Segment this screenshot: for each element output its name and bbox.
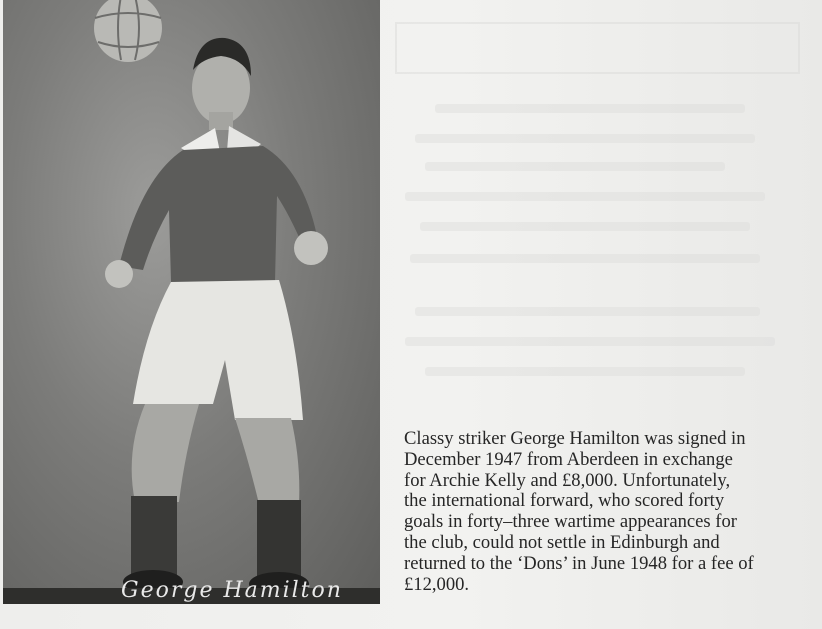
caption-line: December 1947 from Aberdeen in exchange [404, 448, 733, 470]
caption-line: the club, could not settle in Edinburgh and [404, 531, 720, 553]
football-icon [94, 0, 162, 62]
footballer-photograph [3, 0, 380, 604]
autograph-signature: George Hamilton [121, 578, 343, 603]
caption-line: for Archie Kelly and £8,000. Unfortunately, [404, 469, 731, 491]
caption-line: the international forward, who scored forty [404, 490, 725, 512]
reverse-side-show-through [395, 22, 805, 402]
caption-line: goals in forty–three wartime appearances for [404, 511, 737, 533]
photo-caption [404, 429, 804, 595]
caption-line: returned to the ‘Dons’ in June 1948 for a fee of [404, 552, 754, 574]
caption-line: £12,000. [404, 573, 470, 595]
footballer-illustration [3, 0, 380, 604]
caption-line: Classy striker George Hamilton was signed in [404, 428, 746, 449]
